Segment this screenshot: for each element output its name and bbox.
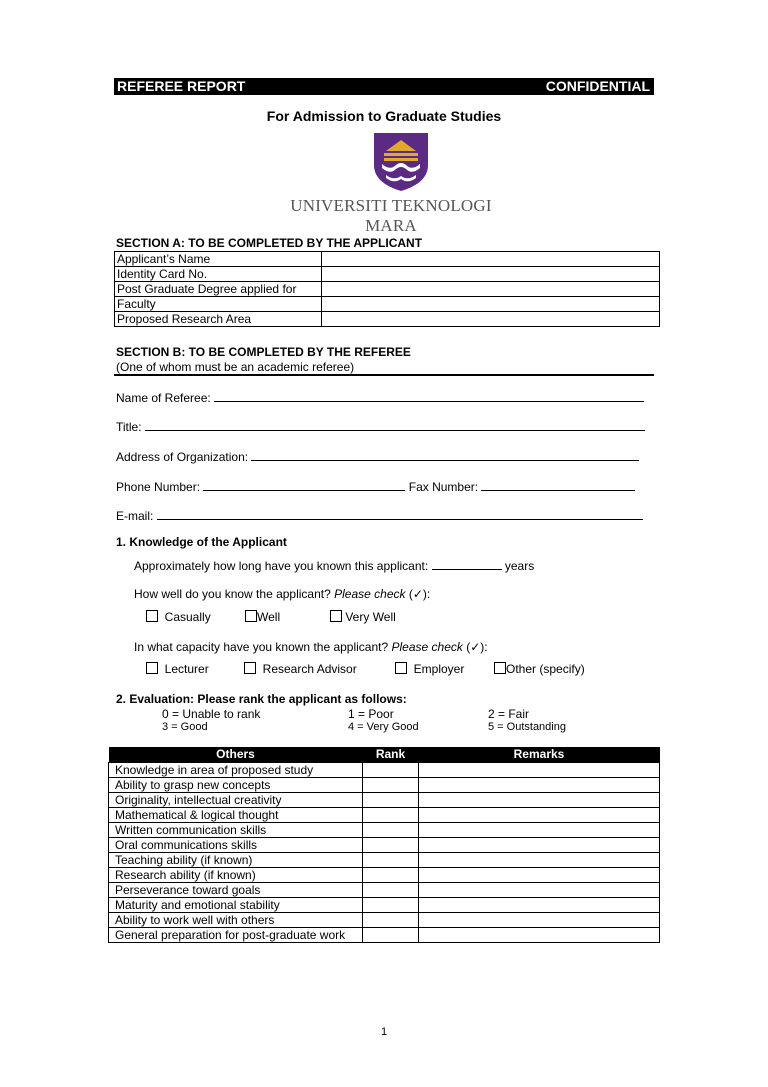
answer-cell[interactable]	[322, 297, 660, 312]
rank-cell[interactable]	[363, 928, 419, 943]
remarks-cell[interactable]	[419, 763, 660, 778]
criterion: Research ability (if known)	[109, 868, 363, 883]
university-name: UNIVERSITI TEKNOLOGI MARA	[290, 196, 492, 235]
scale-2: 2 = Fair	[488, 707, 530, 721]
capacity-question	[134, 640, 488, 654]
title-blank[interactable]	[145, 419, 645, 431]
table-row	[109, 928, 660, 943]
rank-cell[interactable]	[363, 838, 419, 853]
checkbox[interactable]	[146, 610, 158, 622]
question-text: Approximately how long have you known this applicant:	[134, 559, 429, 573]
rank-cell[interactable]	[363, 883, 419, 898]
answer-cell[interactable]	[322, 312, 660, 327]
section-b-note: (One of whom must be an academic referee)	[116, 360, 355, 374]
remarks-cell[interactable]	[419, 838, 660, 853]
years-unit: years	[504, 559, 535, 573]
option-employer[interactable]	[395, 662, 464, 676]
option-research-advisor[interactable]	[244, 662, 357, 676]
name-blank[interactable]	[214, 390, 644, 402]
table-row	[115, 312, 660, 327]
header-bar	[114, 78, 654, 95]
scale-3: 3 = Good	[162, 721, 208, 733]
checkbox[interactable]	[395, 662, 407, 674]
address-field[interactable]	[116, 449, 639, 464]
criterion: Ability to grasp new concepts	[109, 778, 363, 793]
evaluation-heading: 2. Evaluation: Please rank the applicant as follows:	[116, 692, 407, 706]
table-row	[109, 808, 660, 823]
option-label: Employer	[413, 662, 465, 676]
option-well[interactable]	[245, 610, 280, 624]
criterion: Maturity and emotional stability	[109, 898, 363, 913]
table-row	[115, 282, 660, 297]
checkbox[interactable]	[244, 662, 256, 674]
criterion: Knowledge in area of proposed study	[109, 763, 363, 778]
phone-blank[interactable]	[203, 479, 405, 491]
criterion: Oral communications skills	[109, 838, 363, 853]
applicant-table	[114, 251, 660, 327]
criterion: Perseverance toward goals	[109, 883, 363, 898]
confidential-label: CONFIDENTIAL	[545, 78, 650, 94]
option-label: Lecturer	[164, 662, 209, 676]
row-label: Identity Card No.	[115, 267, 322, 282]
evaluation-table	[108, 747, 660, 943]
answer-cell[interactable]	[322, 282, 660, 297]
check-hint: (✓):	[408, 587, 431, 601]
answer-cell[interactable]	[322, 252, 660, 267]
checkbox[interactable]	[146, 662, 158, 674]
field-label: Title:	[116, 420, 142, 434]
criterion: Mathematical & logical thought	[109, 808, 363, 823]
criterion: General preparation for post-graduate work	[109, 928, 363, 943]
criterion: Ability to work well with others	[109, 913, 363, 928]
column-header: Rank	[363, 747, 419, 763]
page-subtitle: For Admission to Graduate Studies	[266, 108, 502, 124]
university-crest-icon	[366, 131, 436, 193]
email-blank[interactable]	[157, 508, 643, 520]
page-number: 1	[380, 1026, 388, 1038]
option-label: Very Well	[345, 610, 396, 624]
table-row	[109, 883, 660, 898]
table-row	[109, 898, 660, 913]
rank-cell[interactable]	[363, 778, 419, 793]
criterion: Written communication skills	[109, 823, 363, 838]
instruction-italic: Please check	[334, 587, 406, 601]
question-text: How well do you know the applicant?	[134, 587, 331, 601]
table-row	[115, 252, 660, 267]
remarks-cell[interactable]	[419, 793, 660, 808]
rank-cell[interactable]	[363, 763, 419, 778]
remarks-cell[interactable]	[419, 853, 660, 868]
table-row	[109, 868, 660, 883]
rank-cell[interactable]	[363, 793, 419, 808]
how-well-question	[134, 587, 430, 601]
table-row	[109, 913, 660, 928]
answer-cell[interactable]	[322, 267, 660, 282]
row-label: Post Graduate Degree applied for	[115, 282, 322, 297]
rank-cell[interactable]	[363, 898, 419, 913]
fax-label: Fax Number:	[408, 480, 479, 494]
table-row	[109, 823, 660, 838]
remarks-cell[interactable]	[419, 778, 660, 793]
option-label: Research Advisor	[262, 662, 357, 676]
checkbox[interactable]	[330, 610, 342, 622]
scale-4: 4 = Very Good	[348, 721, 419, 733]
remarks-cell[interactable]	[419, 823, 660, 838]
section-divider	[114, 374, 654, 376]
row-label: Faculty	[115, 297, 322, 312]
field-label: Name of Referee:	[116, 391, 211, 405]
option-casually[interactable]	[146, 610, 211, 624]
header-title: REFEREE REPORT	[117, 78, 246, 94]
phone-field[interactable]	[116, 479, 635, 494]
check-hint: (✓):	[466, 640, 488, 654]
scale-1: 1 = Poor	[348, 707, 394, 721]
table-header-row	[109, 747, 660, 763]
table-row	[109, 793, 660, 808]
remarks-cell[interactable]	[419, 913, 660, 928]
remarks-cell[interactable]	[419, 883, 660, 898]
row-label: Applicant’s Name	[115, 252, 322, 267]
option-lecturer[interactable]	[146, 662, 209, 676]
table-row	[115, 267, 660, 282]
remarks-cell[interactable]	[419, 928, 660, 943]
address-blank[interactable]	[251, 449, 639, 461]
remarks-cell[interactable]	[419, 808, 660, 823]
title-field[interactable]	[116, 419, 645, 434]
row-label: Proposed Research Area	[115, 312, 322, 327]
scale-0: 0 = Unable to rank	[162, 707, 261, 721]
scale-5: 5 = Outstanding	[488, 721, 566, 733]
rank-cell[interactable]	[363, 808, 419, 823]
question-text: In what capacity have you known the applicant?	[134, 640, 389, 654]
option-very-well[interactable]	[330, 610, 396, 624]
remarks-cell[interactable]	[419, 868, 660, 883]
rank-cell[interactable]	[363, 823, 419, 838]
section-b-heading: SECTION B: TO BE COMPLETED BY THE REFEREE	[116, 345, 411, 359]
column-header: Remarks	[419, 747, 660, 763]
rank-cell[interactable]	[363, 913, 419, 928]
table-row	[109, 838, 660, 853]
section-a-heading: SECTION A: TO BE COMPLETED BY THE APPLICANT	[116, 236, 423, 250]
criterion: Originality, intellectual creativity	[109, 793, 363, 808]
email-field[interactable]	[116, 508, 643, 523]
column-header: Others	[109, 747, 363, 763]
knowledge-heading: 1. Knowledge of the Applicant	[116, 535, 287, 549]
option-other[interactable]	[494, 662, 585, 676]
table-row	[115, 297, 660, 312]
field-label: Phone Number:	[116, 480, 201, 494]
option-label: Well	[257, 610, 281, 624]
referee-name-field[interactable]	[116, 390, 644, 405]
table-row	[109, 853, 660, 868]
rank-cell[interactable]	[363, 868, 419, 883]
fax-blank[interactable]	[481, 479, 635, 491]
criterion: Teaching ability (if known)	[109, 853, 363, 868]
checkbox[interactable]	[494, 662, 506, 674]
rank-cell[interactable]	[363, 853, 419, 868]
field-label: Address of Organization:	[116, 450, 249, 464]
table-row	[109, 778, 660, 793]
remarks-cell[interactable]	[419, 898, 660, 913]
years-blank[interactable]	[432, 558, 502, 570]
field-label: E-mail:	[116, 509, 154, 523]
instruction-italic: Please check	[391, 640, 463, 654]
table-row	[109, 763, 660, 778]
option-label: Casually	[164, 610, 211, 624]
option-label: Other (specify)	[506, 662, 585, 676]
checkbox[interactable]	[245, 610, 257, 622]
years-known-question	[134, 558, 534, 573]
